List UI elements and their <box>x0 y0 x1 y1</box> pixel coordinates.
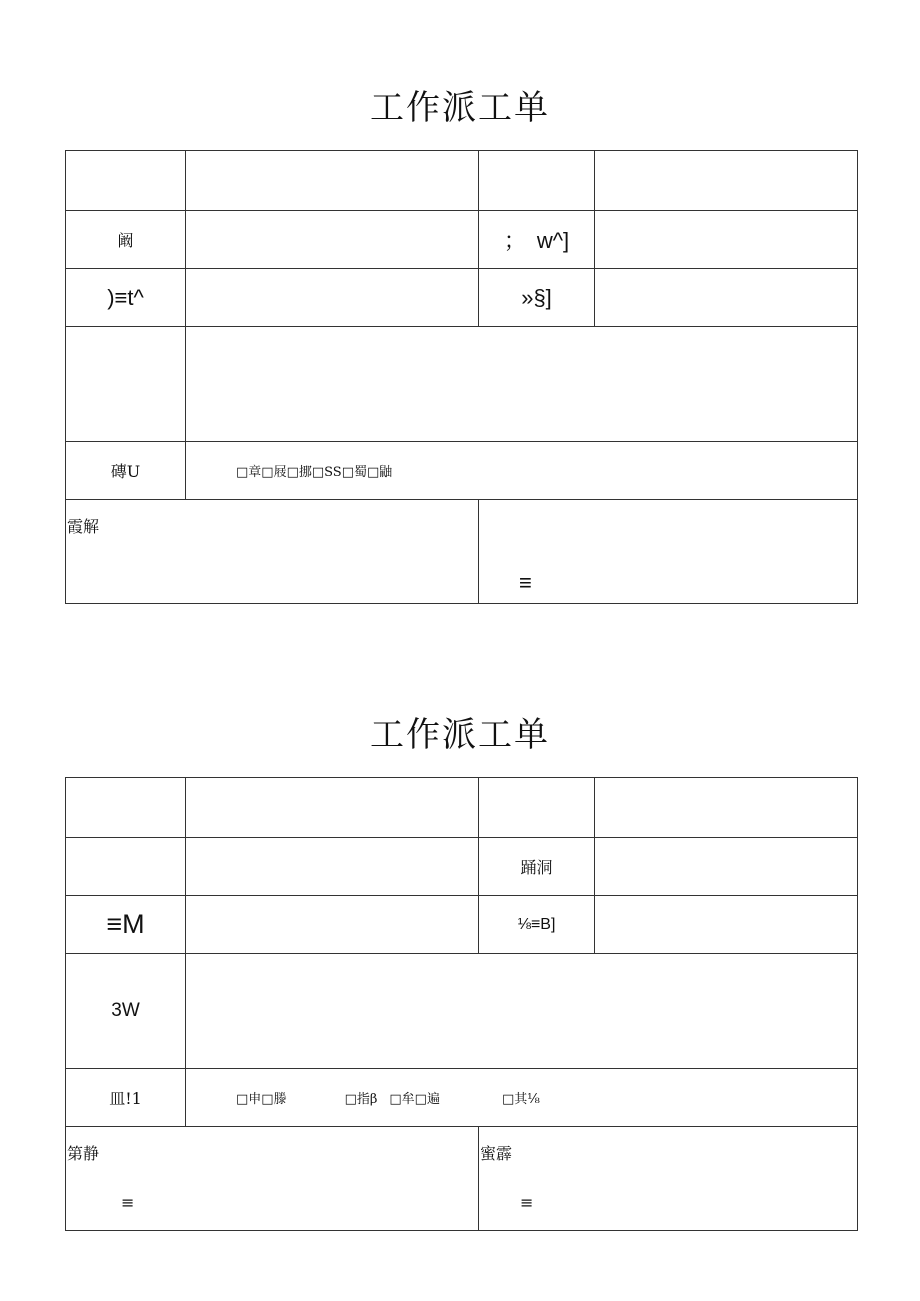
form1-r2-value-right[interactable] <box>594 211 859 268</box>
form2-r5-opt-d[interactable]: □其⅛ <box>501 1092 540 1107</box>
form2-row-2 <box>66 837 857 895</box>
work-order-form-1 <box>65 150 858 604</box>
form2-r2-value-right[interactable] <box>594 838 859 895</box>
form2-r2-label-right: 踊洞 <box>478 838 594 895</box>
form1-row-3 <box>66 268 857 326</box>
form1-r2-label-left: 阚 <box>117 231 134 250</box>
form2-r1-label-right <box>478 778 594 837</box>
form1-r5-options[interactable] <box>185 442 859 499</box>
form2-r5-opt-b[interactable]: □指β <box>344 1092 378 1107</box>
form2-sig-left-mark: ≡ <box>121 1193 135 1212</box>
form1-sig-left-label: 霞解 <box>67 517 100 536</box>
form2-row-3 <box>66 895 857 953</box>
form1-r2-value-left[interactable] <box>185 211 478 268</box>
form1-sig-left[interactable] <box>66 500 478 603</box>
form1-r3-value-right[interactable] <box>594 269 859 326</box>
form2-r5-opt-c[interactable]: □牟□遍 <box>389 1092 440 1107</box>
form2-r4-label: 3W <box>111 1000 140 1021</box>
work-order-form-2 <box>65 777 858 1231</box>
page-title-bottom: 工作派工单 <box>370 715 550 755</box>
form1-r3-value-left[interactable] <box>185 269 478 326</box>
form2-r1-label-left <box>66 778 185 837</box>
form2-row-4 <box>66 953 857 1068</box>
form2-sig-right-mark: ≡ <box>520 1193 534 1212</box>
form2-r5-options[interactable] <box>185 1069 859 1126</box>
form1-r1-value-right[interactable] <box>594 151 859 210</box>
form1-sig-right[interactable] <box>478 500 859 603</box>
form2-r3-label-right: ⅛≡B] <box>478 896 594 953</box>
form1-r5-options-text[interactable]: □章□屐□挪□SS□蜀□鼬 <box>236 465 393 480</box>
form1-r4-label <box>66 327 185 441</box>
form2-sig-right-label: 蜜霹 <box>480 1144 513 1163</box>
form2-sig-left-label: 第静 <box>67 1144 100 1163</box>
form1-sig-right-mark: ≡ <box>519 570 532 595</box>
form1-r1-label-left <box>66 151 185 210</box>
form1-r2-label-right: ； w^] <box>478 211 594 268</box>
form1-r5-label-text: 磚U <box>110 462 141 481</box>
form2-r2-label-left <box>66 838 185 895</box>
page-title-top: 工作派工单 <box>370 88 550 128</box>
form2-row-5 <box>66 1068 857 1126</box>
form1-row-2 <box>66 210 857 268</box>
form1-row-6 <box>66 499 857 603</box>
form2-r3-label-left: ≡M <box>106 909 145 939</box>
form2-row-1 <box>66 778 857 837</box>
form1-row-5 <box>66 441 857 499</box>
form1-row-4 <box>66 326 857 441</box>
form2-r3-value-left[interactable] <box>185 896 478 953</box>
form1-r3-label-left: )≡t^ <box>107 284 144 310</box>
form1-r1-label-right <box>478 151 594 210</box>
form2-r1-value-right[interactable] <box>594 778 859 837</box>
form2-r5-opt-a[interactable]: □申□滕 <box>236 1092 287 1107</box>
form1-row-1 <box>66 151 857 210</box>
form1-r1-value-left[interactable] <box>185 151 478 210</box>
form1-r5-label <box>66 442 185 499</box>
form2-r3-value-right[interactable] <box>594 896 859 953</box>
form1-r4-content[interactable] <box>185 327 859 441</box>
form2-sig-left[interactable] <box>66 1127 478 1230</box>
form2-row-6 <box>66 1126 857 1230</box>
form2-r4-content[interactable] <box>185 954 859 1068</box>
form2-r2-value-left[interactable] <box>185 838 478 895</box>
form2-r1-value-left[interactable] <box>185 778 478 837</box>
form1-r3-label-right: »§] <box>478 269 594 326</box>
form2-r5-label: 皿!1 <box>109 1089 142 1108</box>
form2-sig-right[interactable] <box>478 1127 859 1230</box>
